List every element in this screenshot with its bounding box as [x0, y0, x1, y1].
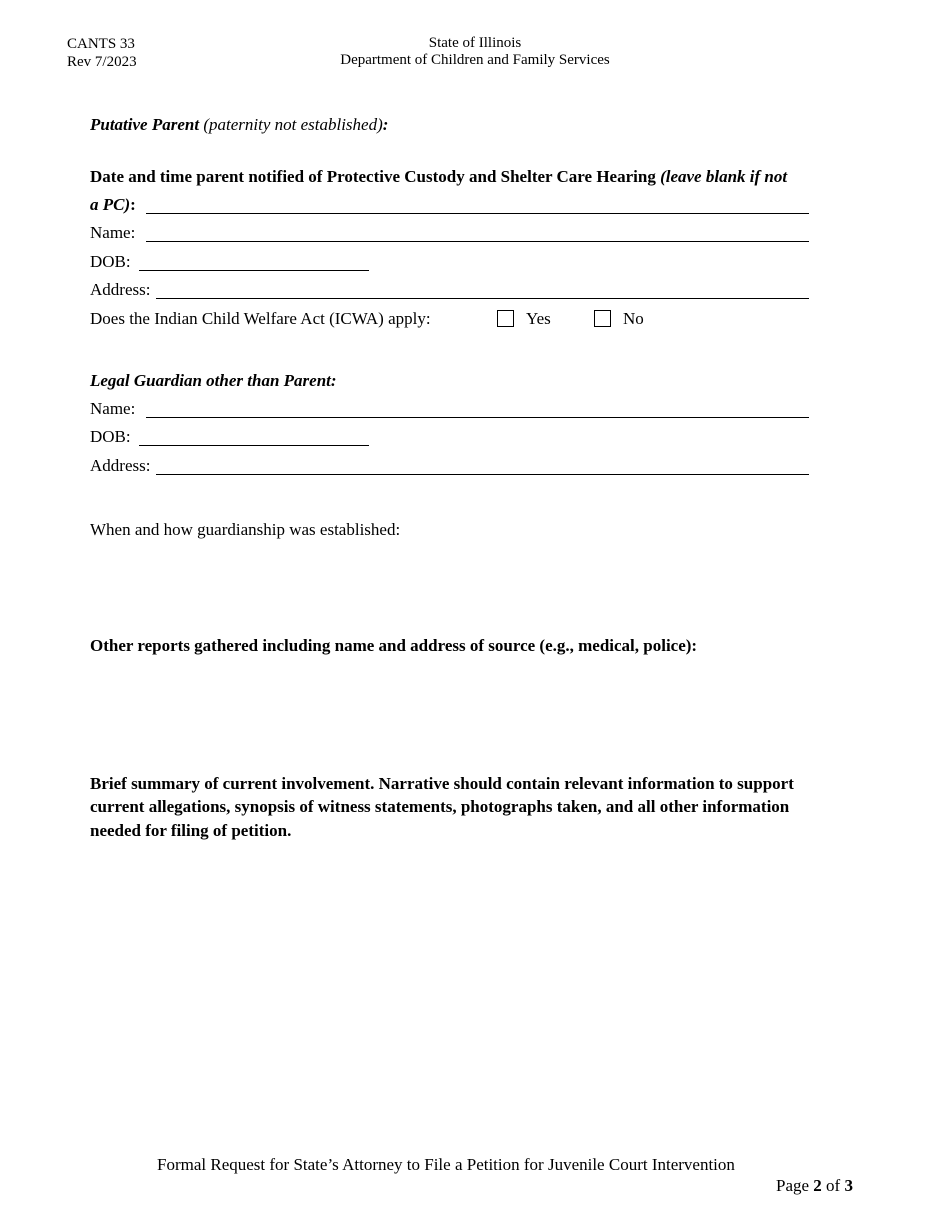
putative-parent-note: (paternity not established): [203, 115, 383, 134]
header-department: Department of Children and Family Services: [340, 52, 610, 68]
icwa-no-checkbox[interactable]: [594, 310, 611, 327]
summary-label-line3: needed for filing of petition.: [90, 821, 292, 840]
page-number: [776, 1176, 853, 1196]
page-current: 2: [813, 1176, 822, 1195]
notified-colon: :: [130, 195, 136, 214]
form-revision: Rev 7/2023: [67, 54, 137, 70]
summary-label-line1: Brief summary of current involvement. Narrative should contain relevant information to support: [90, 774, 794, 793]
legal-guardian-heading: Legal Guardian other than Parent:: [90, 371, 337, 390]
icwa-yes-checkbox[interactable]: [497, 310, 514, 327]
header-state: State of Illinois: [428, 35, 522, 51]
page-word: Page: [776, 1176, 810, 1195]
page-of: of: [826, 1176, 841, 1195]
other-reports-field[interactable]: [90, 662, 860, 762]
putative-address-label: Address:: [90, 280, 151, 299]
notified-label: Date and time parent notified of Protective Custody and Shelter Care Hearing: [90, 167, 656, 186]
guardian-dob-label: DOB:: [90, 427, 131, 446]
other-reports-label: Other reports gathered including name and address of source (e.g., medical, police):: [90, 636, 698, 655]
putative-parent-colon: :: [382, 115, 389, 134]
notified-label-line1: [90, 167, 787, 187]
guardian-address-label: Address:: [90, 456, 151, 475]
form-id: CANTS 33: [67, 36, 135, 52]
putative-dob-label: DOB:: [90, 252, 131, 271]
summary-field[interactable]: [90, 850, 860, 1140]
notified-field[interactable]: [146, 213, 809, 214]
putative-name-label: Name:: [90, 223, 136, 242]
notified-label-line2: [90, 195, 136, 215]
guardian-dob-field[interactable]: [139, 445, 369, 446]
putative-dob-field[interactable]: [139, 270, 369, 271]
putative-parent-title: Putative Parent: [90, 115, 200, 134]
icwa-no-label: No: [623, 309, 644, 328]
guardianship-established-field[interactable]: [90, 545, 860, 615]
putative-address-field[interactable]: [156, 298, 809, 299]
guardian-name-label: Name:: [90, 399, 136, 418]
guardian-name-field[interactable]: [146, 417, 809, 418]
guardianship-established-label: When and how guardianship was established:: [90, 520, 401, 539]
guardian-address-field[interactable]: [156, 474, 809, 475]
icwa-label: Does the Indian Child Welfare Act (ICWA) apply:: [90, 309, 431, 328]
putative-name-field[interactable]: [146, 241, 809, 242]
footer-title: Formal Request for State’s Attorney to File a Petition for Juvenile Court Intervention: [157, 1155, 735, 1174]
summary-label-line2: current allegations, synopsis of witness statements, photographs taken, and all other information: [90, 797, 790, 816]
notified-note-part2: a PC): [90, 195, 131, 214]
notified-note-part1: (leave blank if not: [660, 167, 788, 186]
icwa-yes-label: Yes: [526, 309, 551, 328]
putative-parent-heading: [90, 115, 388, 135]
page-total: 3: [844, 1176, 853, 1195]
